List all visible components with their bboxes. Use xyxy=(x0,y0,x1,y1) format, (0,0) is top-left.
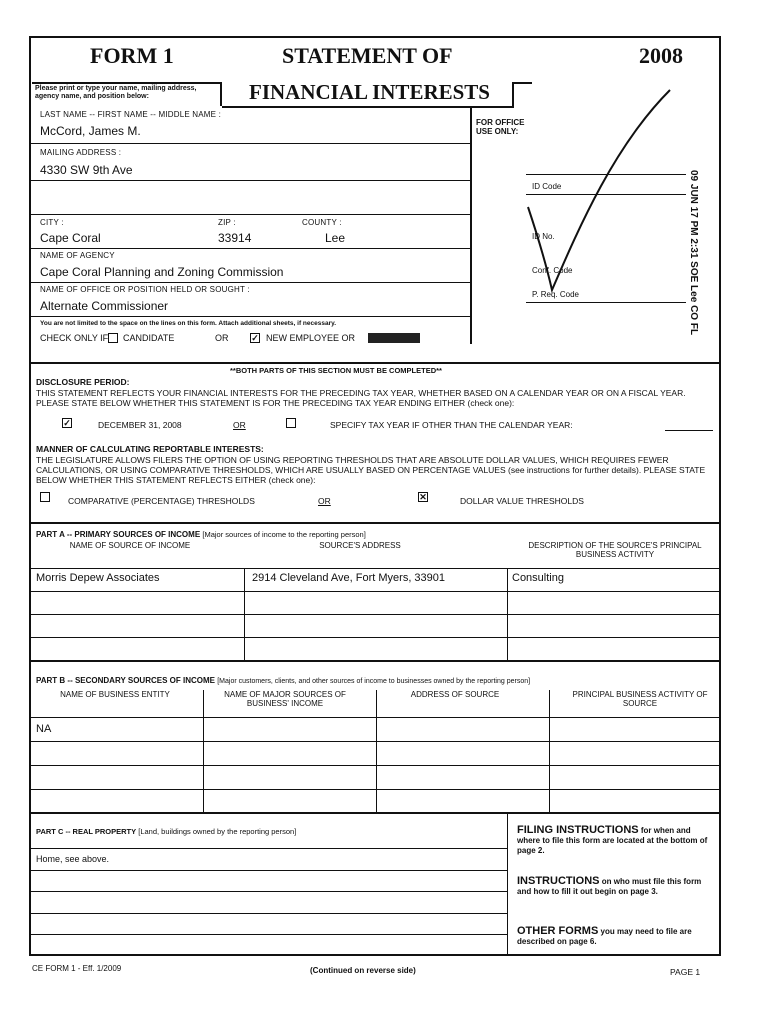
print-instruction: Please print or type your name, mailing address, agency name, and position below: xyxy=(35,85,197,100)
rule xyxy=(31,362,719,364)
rule xyxy=(31,316,470,317)
agency-label: NAME OF AGENCY xyxy=(40,251,115,260)
part-c-row1[interactable]: Home, see above. xyxy=(36,854,110,864)
part-b-col1-header: NAME OF BUSINESS ENTITY xyxy=(60,690,170,699)
form-id: CE FORM 1 - Eff. 1/2009 xyxy=(32,964,122,973)
form-year: 2008 xyxy=(639,43,683,68)
continued-note: (Continued on reverse side) xyxy=(310,966,416,975)
form-title-line1: STATEMENT OF xyxy=(282,43,453,68)
table-row xyxy=(31,789,719,790)
rule xyxy=(31,180,470,181)
part-c-divider xyxy=(507,812,508,956)
instr-title: INSTRUCTIONS xyxy=(517,875,600,887)
rule xyxy=(31,522,719,524)
candidate-label: CANDIDATE xyxy=(123,333,175,343)
page-number: PAGE 1 xyxy=(670,967,701,977)
rule xyxy=(31,248,470,249)
filer-divider xyxy=(470,106,472,344)
part-a-col1-header: NAME OF SOURCE OF INCOME xyxy=(69,541,191,550)
part-b-col2-header: NAME OF MAJOR SOURCES OF BUSINESS' INCOME xyxy=(224,690,346,708)
col-divider xyxy=(203,690,204,812)
zip-field[interactable]: 33914 xyxy=(218,231,252,245)
new-employee-checkbox[interactable]: ✓ xyxy=(251,333,259,343)
rule xyxy=(31,848,507,849)
candidate-checkbox[interactable] xyxy=(108,333,118,343)
rule xyxy=(31,214,470,215)
filing-instructions xyxy=(517,825,715,856)
part-b-row1-entity[interactable]: NA xyxy=(36,723,52,735)
comparative-checkbox[interactable] xyxy=(40,492,50,502)
other-text: you may need to file are described on page 6. xyxy=(517,927,692,946)
zip-label: ZIP : xyxy=(218,218,236,227)
address-field[interactable]: 4330 SW 9th Ave xyxy=(40,163,133,177)
form-number: FORM 1 xyxy=(90,43,174,68)
part-a-col3-header: DESCRIPTION OF THE SOURCE'S PRINCIPAL BUSINESS ACTIVITY xyxy=(528,541,702,559)
agency-field[interactable]: Cape Coral Planning and Zoning Commission xyxy=(40,265,284,279)
new-employee-label: NEW EMPLOYEE OR xyxy=(266,333,356,343)
part-c-title: PART C -- REAL PROPERTY xyxy=(36,827,137,836)
instr-text: on who must file this form and how to fill it out begin on page 3. xyxy=(517,877,702,896)
table-row xyxy=(31,870,507,871)
part-b-col3-header: ADDRESS OF SOURCE xyxy=(410,690,500,699)
conf-code-label: Conf. Code xyxy=(532,266,573,275)
city-label: CITY : xyxy=(40,218,64,227)
dec31-checkbox[interactable]: ✓ xyxy=(63,418,71,428)
office-use-label-2: USE ONLY: xyxy=(476,127,519,136)
rule xyxy=(31,568,719,569)
specify-input-line[interactable] xyxy=(665,430,713,431)
office-label: NAME OF OFFICE OR POSITION HELD OR SOUGHT : xyxy=(40,285,250,294)
period-heading: DISCLOSURE PERIOD: xyxy=(36,377,130,387)
county-field[interactable]: Lee xyxy=(325,231,346,245)
specify-checkbox[interactable] xyxy=(286,418,296,428)
other-title: OTHER FORMS xyxy=(517,925,599,937)
table-row xyxy=(31,614,719,615)
office-field[interactable]: Alternate Commissioner xyxy=(40,299,169,313)
redaction-mark xyxy=(368,333,420,343)
part-a-title: PART A -- PRIMARY SOURCES OF INCOME xyxy=(36,530,201,539)
name-field[interactable]: McCord, James M. xyxy=(40,124,141,138)
address-label: MAILING ADDRESS : xyxy=(40,148,122,157)
check-only-if: CHECK ONLY IF xyxy=(40,333,109,343)
other-forms-note xyxy=(517,926,715,947)
dollar-label: DOLLAR VALUE THRESHOLDS xyxy=(460,496,584,506)
table-row xyxy=(31,934,507,935)
table-row xyxy=(31,741,719,742)
checkmark-signature xyxy=(520,85,680,305)
part-b-col4-header: PRINCIPAL BUSINESS ACTIVITY OF SOURCE xyxy=(572,690,708,708)
col-divider xyxy=(376,690,377,812)
form-title-line2: FINANCIAL INTERESTS xyxy=(249,80,490,104)
name-label: LAST NAME -- FIRST NAME -- MIDDLE NAME : xyxy=(40,110,222,119)
county-label: COUNTY : xyxy=(302,218,342,227)
rule xyxy=(31,660,719,662)
rule xyxy=(31,143,470,144)
filing-title: FILING INSTRUCTIONS xyxy=(517,824,639,836)
manner-text: THE LEGISLATURE ALLOWS FILERS THE OPTION OF USING REPORTING THRESHOLDS THAT ARE ABSOLUTE DOLLAR VALUES, WHICH REQUIRES FEWER CALCULATIONS, OR USING COMPARATIVE THRESHOLDS, WHICH ARE USUALLY BASED ON PERCENTAGE VALUES (see instructions for further details). PLEASE STATE BELOW WHETHER THIS STATEMENT REFLECTS EITHER (check one): xyxy=(36,455,706,485)
part-a-subtitle: [Major sources of income to the reporting person] xyxy=(202,530,366,539)
city-field[interactable]: Cape Coral xyxy=(40,231,101,245)
table-row xyxy=(31,765,719,766)
part-c-subtitle: [Land, buildings owned by the reporting person] xyxy=(138,827,297,836)
table-row xyxy=(31,591,719,592)
dec31-label: DECEMBER 31, 2008 xyxy=(98,420,182,430)
part-a-row1-name[interactable]: Morris Depew Associates xyxy=(36,572,160,584)
rule xyxy=(31,812,719,814)
office-use-label: FOR OFFICE xyxy=(476,118,525,127)
dollar-checkbox[interactable]: ✕ xyxy=(419,492,427,502)
part-a-row1-address[interactable]: 2914 Cleveland Ave, Fort Myers, 33901 xyxy=(252,572,446,584)
col-divider xyxy=(549,690,550,812)
manner-or: OR xyxy=(318,496,331,506)
part-a-col2-header: SOURCE'S ADDRESS xyxy=(319,541,401,550)
or-label: OR xyxy=(215,333,229,343)
id-code-label: ID Code xyxy=(532,182,562,191)
part-b-title: PART B -- SECONDARY SOURCES OF INCOME xyxy=(36,676,215,685)
disclosure-banner: **BOTH PARTS OF THIS SECTION MUST BE COMPLETED** xyxy=(230,366,442,375)
specify-label: SPECIFY TAX YEAR IF OTHER THAN THE CALENDAR YEAR: xyxy=(330,420,573,430)
table-row xyxy=(31,891,507,892)
period-text: THIS STATEMENT REFLECTS YOUR FINANCIAL INTERESTS FOR THE PRECEDING TAX YEAR, WHETHER BASED ON A CALENDAR YEAR OR ON A FISCAL YEAR. PLEASE STATE BELOW WHETHER THIS STATEMENT IS FOR THE PRECEDING TAX YEAR ENDING EITHER (check one): xyxy=(36,388,686,408)
rule xyxy=(31,282,470,283)
space-note: You are not limited to the space on the lines on this form. Attach additional sheets, if necessary. xyxy=(40,320,337,327)
table-row xyxy=(31,913,507,914)
period-or: OR xyxy=(233,420,246,430)
comparative-label: COMPARATIVE (PERCENTAGE) THRESHOLDS xyxy=(68,496,255,506)
title-underline xyxy=(222,106,512,108)
part-a-row1-activity[interactable]: Consulting xyxy=(512,572,564,584)
filing-text: for when and where to file this form are located at the bottom of page 2. xyxy=(517,826,708,855)
part-b-subtitle: [Major customers, clients, and other sources of income to businesses owned by the reporting person] xyxy=(217,678,531,685)
id-no-label: ID No. xyxy=(532,232,555,241)
receipt-stamp: 09 JUN 17 PM 2:31 SOE Lee CO FL xyxy=(688,170,699,336)
rule xyxy=(31,717,719,718)
manner-heading: MANNER OF CALCULATING REPORTABLE INTERESTS: xyxy=(36,444,264,454)
p-req-code-label: P. Req. Code xyxy=(532,290,579,299)
who-must-file-instructions xyxy=(517,876,715,897)
table-row xyxy=(31,637,719,638)
